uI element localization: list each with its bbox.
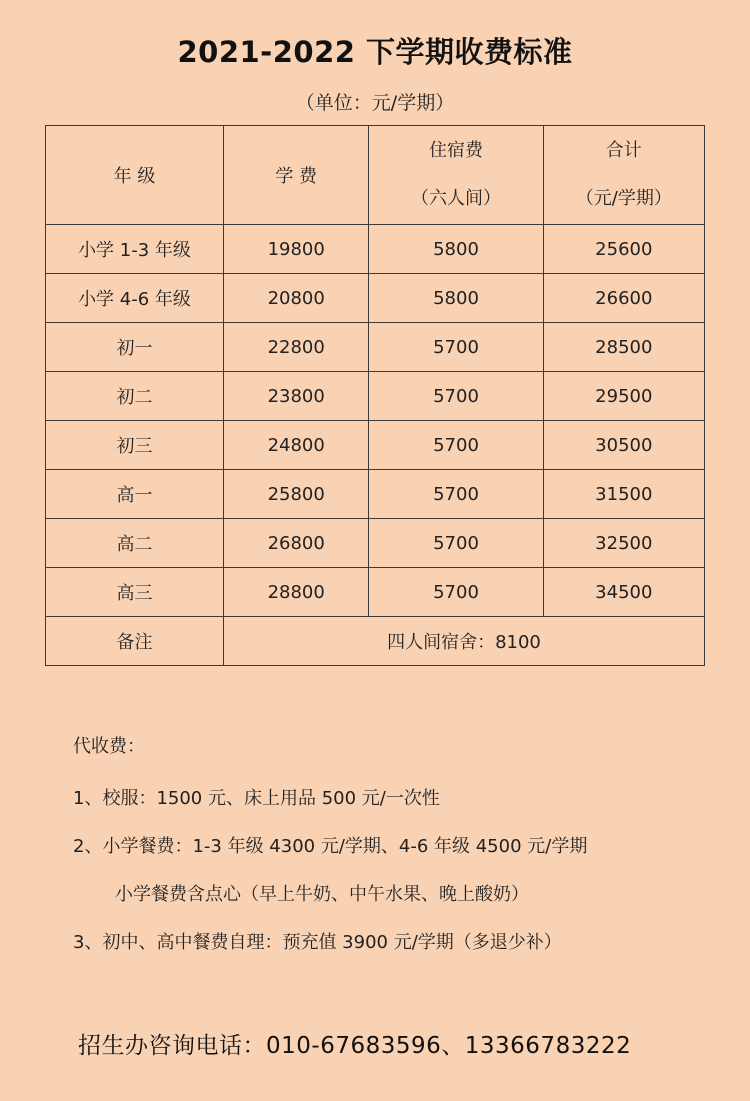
cell-boarding: 5700 (369, 323, 543, 372)
cell-tuition: 26800 (223, 519, 368, 568)
cell-total: 25600 (543, 225, 704, 274)
fee-table (45, 125, 705, 666)
table-row (46, 421, 705, 470)
cell-tuition: 28800 (223, 568, 368, 617)
cell-grade: 高三 (46, 568, 224, 617)
remark-label: 备注 (46, 617, 224, 666)
note-item-primary-meals: 2、小学餐费：1-3 年级 4300 元/学期、4-6 年级 4500 元/学期 (73, 836, 588, 857)
cell-grade: 高一 (46, 470, 224, 519)
cell-boarding: 5700 (369, 519, 543, 568)
cell-tuition: 22800 (223, 323, 368, 372)
cell-boarding: 5800 (369, 225, 543, 274)
table-row (46, 372, 705, 421)
cell-total: 26600 (543, 274, 704, 323)
header-total-line1: 合计 (605, 140, 642, 161)
header-tuition: 学 费 (223, 126, 368, 225)
cell-grade: 小学 4-6 年级 (46, 274, 224, 323)
cell-tuition: 19800 (223, 225, 368, 274)
admissions-contact: 招生办咨询电话：010-67683596、13366783222 (78, 1033, 632, 1059)
table-row (46, 225, 705, 274)
table-row (46, 568, 705, 617)
cell-tuition: 25800 (223, 470, 368, 519)
note-item-secondary-meals: 3、初中、高中餐费自理：预充值 3900 元/学期（多退少补） (73, 932, 562, 953)
cell-total: 31500 (543, 470, 704, 519)
fee-notes (73, 735, 587, 979)
table-row (46, 519, 705, 568)
cell-total: 32500 (543, 519, 704, 568)
cell-boarding: 5700 (369, 372, 543, 421)
table-header-row (46, 126, 705, 225)
cell-boarding: 5700 (369, 568, 543, 617)
cell-grade: 初二 (46, 372, 224, 421)
cell-grade: 初三 (46, 421, 224, 470)
cell-tuition: 23800 (223, 372, 368, 421)
cell-grade: 初一 (46, 323, 224, 372)
header-total-line2: （元/学期） (575, 188, 672, 209)
unit-subtitle: （单位：元/学期） (295, 92, 455, 114)
header-boarding-line1: 住宿费 (429, 140, 484, 161)
cell-boarding: 5700 (369, 421, 543, 470)
cell-total: 34500 (543, 568, 704, 617)
cell-total: 28500 (543, 323, 704, 372)
notes-heading: 代收费： (73, 736, 145, 757)
cell-grade: 小学 1-3 年级 (46, 225, 224, 274)
cell-boarding: 5700 (369, 470, 543, 519)
header-boarding-line2: （六人间） (411, 188, 502, 209)
note-item-primary-snacks: 小学餐费含点心（早上牛奶、中午水果、晚上酸奶） (115, 884, 529, 905)
cell-total: 29500 (543, 372, 704, 421)
table-row (46, 323, 705, 372)
header-grade: 年 级 (46, 126, 224, 225)
table-row (46, 274, 705, 323)
cell-grade: 高二 (46, 519, 224, 568)
page-title: 2021-2022 下学期收费标准 (177, 35, 573, 69)
cell-total: 30500 (543, 421, 704, 470)
note-item-uniform: 1、校服：1500 元、床上用品 500 元/一次性 (73, 788, 440, 809)
header-boarding (369, 126, 543, 225)
table-row (46, 470, 705, 519)
remark-row (46, 617, 705, 666)
cell-tuition: 24800 (223, 421, 368, 470)
cell-tuition: 20800 (223, 274, 368, 323)
cell-boarding: 5800 (369, 274, 543, 323)
header-total (543, 126, 704, 225)
remark-value: 四人间宿舍：8100 (223, 617, 704, 666)
